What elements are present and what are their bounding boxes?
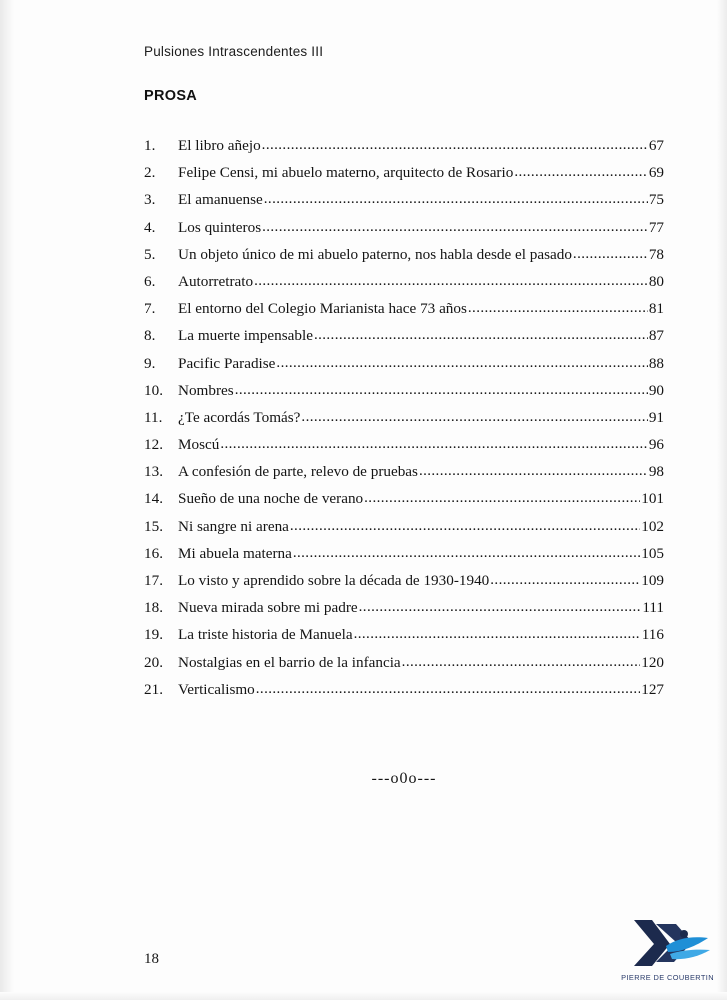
toc-entry-leader-dots — [514, 165, 648, 180]
toc-entry-leader-dots — [468, 301, 648, 316]
toc-entry-number: 18. — [144, 599, 163, 617]
toc-entry-title: Felipe Censi, mi abuelo materno, arquitecto de Rosario — [178, 164, 514, 182]
toc-entry-number: 2. — [144, 164, 156, 182]
toc-entry-number: 5. — [144, 245, 156, 263]
toc-entry-number: 12. — [144, 436, 163, 454]
toc-entry-leader-dots — [419, 464, 648, 479]
toc-entry-title: Verticalismo — [178, 680, 255, 698]
toc-entry[interactable] — [144, 600, 664, 616]
toc-entry-page: 78 — [648, 245, 664, 263]
toc-entry-number: 8. — [144, 327, 156, 345]
toc-entry-page: 81 — [648, 300, 664, 318]
toc-entry[interactable] — [144, 491, 664, 507]
publisher-logo-caption: PIERRE DE COUBERTIN — [621, 973, 714, 982]
toc-entry-number: 15. — [144, 517, 163, 535]
toc-entry-number: 13. — [144, 463, 163, 481]
running-head: Pulsiones Intrascendentes III — [144, 44, 324, 59]
toc-entry[interactable] — [144, 410, 664, 426]
toc-entry-leader-dots — [293, 546, 640, 561]
toc-entry-leader-dots — [402, 655, 641, 670]
toc-entry-title: Ni sangre ni arena — [178, 517, 289, 535]
toc-entry-page: 98 — [648, 463, 664, 481]
toc-entry-leader-dots — [262, 138, 648, 153]
toc-entry-title: Lo visto y aprendido sobre la década de 1930-1940 — [178, 572, 490, 589]
toc-entry[interactable] — [144, 220, 664, 236]
toc-entry-title: ¿Te acordás Tomás? — [178, 408, 301, 426]
toc-entry[interactable] — [144, 192, 664, 208]
toc-entry-leader-dots — [354, 627, 641, 642]
page-right-edge-shadow — [717, 0, 727, 1000]
toc-entry-title: El amanuense — [178, 191, 263, 209]
toc-entry-number: 17. — [144, 572, 163, 589]
toc-entry-title: Sueño de una noche de verano — [178, 490, 364, 508]
toc-entry[interactable] — [144, 682, 664, 698]
toc-entry-leader-dots — [490, 573, 640, 588]
table-of-contents — [144, 138, 664, 698]
toc-entry-number: 7. — [144, 300, 156, 318]
toc-entry[interactable] — [144, 328, 664, 344]
toc-entry-number: 3. — [144, 191, 156, 209]
toc-entry-title: La muerte impensable — [178, 327, 313, 345]
toc-entry-number: 14. — [144, 490, 163, 508]
section-ornament: ---o0o--- — [371, 769, 437, 787]
toc-entry-leader-dots — [314, 328, 648, 343]
toc-entry-number: 4. — [144, 218, 156, 236]
toc-entry[interactable] — [144, 138, 664, 154]
toc-entry-leader-dots — [301, 410, 647, 425]
toc-entry-number: 20. — [144, 653, 163, 671]
toc-entry-leader-dots — [254, 274, 648, 289]
toc-entry-page: 127 — [641, 680, 664, 698]
toc-entry[interactable] — [144, 627, 664, 643]
toc-entry-title: Nostalgias en el barrio de la infancia — [178, 653, 401, 671]
toc-entry-title: Los quinteros — [178, 218, 262, 236]
page-left-edge-shadow — [0, 0, 14, 1000]
toc-entry-leader-dots — [220, 437, 647, 452]
toc-entry[interactable] — [144, 301, 664, 317]
toc-entry-leader-dots — [235, 383, 648, 398]
toc-entry-title: El libro añejo — [178, 137, 261, 154]
toc-entry-number: 10. — [144, 381, 163, 399]
toc-entry-number: 21. — [144, 680, 163, 698]
toc-entry-title: Moscú — [178, 436, 220, 454]
toc-entry-page: 75 — [648, 191, 664, 209]
publisher-logo — [621, 916, 714, 982]
toc-entry-leader-dots — [276, 356, 647, 371]
section-title: PROSA — [144, 88, 198, 104]
toc-entry[interactable] — [144, 383, 664, 399]
toc-entry-leader-dots — [364, 491, 640, 506]
toc-entry-number: 11. — [144, 408, 163, 426]
toc-entry[interactable] — [144, 274, 664, 290]
toc-entry-title: Mi abuela materna — [178, 544, 292, 562]
toc-entry-page: 105 — [641, 544, 664, 562]
toc-entry-page: 77 — [648, 218, 664, 236]
page-number: 18 — [144, 951, 159, 967]
toc-entry-title: Autorretrato — [178, 272, 254, 290]
toc-entry-leader-dots — [290, 519, 640, 534]
toc-entry-title: Un objeto único de mi abuelo paterno, nos habla desde el pasado — [178, 245, 572, 263]
toc-entry-page: 101 — [641, 490, 664, 508]
toc-entry-title: La triste historia de Manuela — [178, 626, 353, 644]
toc-entry[interactable] — [144, 655, 664, 671]
toc-entry[interactable] — [144, 573, 664, 589]
toc-entry[interactable] — [144, 519, 664, 535]
toc-entry[interactable] — [144, 464, 664, 480]
toc-entry-page: 87 — [648, 327, 664, 345]
toc-entry-leader-dots — [264, 192, 648, 207]
toc-entry-page: 102 — [641, 517, 664, 535]
toc-entry-title: Pacific Paradise — [178, 354, 276, 372]
toc-entry-leader-dots — [256, 682, 640, 697]
toc-entry-page: 67 — [648, 137, 664, 154]
toc-entry-title: A confesión de parte, relevo de pruebas — [178, 463, 418, 481]
toc-entry-page: 91 — [648, 408, 664, 426]
toc-entry-page: 109 — [641, 572, 664, 589]
toc-entry-title: Nueva mirada sobre mi padre — [178, 599, 358, 617]
toc-entry-number: 19. — [144, 626, 163, 644]
toc-entry-title: Nombres — [178, 381, 234, 399]
toc-entry-page: 69 — [648, 164, 664, 182]
page-content — [144, 44, 664, 788]
toc-entry-leader-dots — [573, 247, 648, 262]
toc-entry[interactable] — [144, 437, 664, 453]
page-bottom-edge-shadow — [0, 992, 727, 1000]
toc-entry[interactable] — [144, 356, 664, 372]
toc-entry[interactable] — [144, 546, 664, 562]
toc-entry-title: El entorno del Colegio Marianista hace 73 años — [178, 300, 467, 318]
toc-entry-page: 96 — [648, 436, 664, 454]
toc-entry[interactable] — [144, 247, 664, 263]
toc-entry-number: 1. — [144, 137, 156, 154]
toc-entry-page: 80 — [648, 272, 664, 290]
toc-entry-number: 9. — [144, 354, 156, 372]
toc-entry-number: 16. — [144, 544, 163, 562]
toc-entry-page: 116 — [641, 626, 664, 644]
toc-entry[interactable] — [144, 165, 664, 181]
toc-entry-number: 6. — [144, 272, 156, 290]
toc-entry-page: 111 — [642, 599, 664, 617]
toc-entry-page: 90 — [648, 381, 664, 399]
toc-entry-page: 120 — [641, 653, 664, 671]
toc-entry-leader-dots — [262, 220, 648, 235]
toc-entry-page: 88 — [648, 354, 664, 372]
toc-entry-leader-dots — [359, 600, 642, 615]
